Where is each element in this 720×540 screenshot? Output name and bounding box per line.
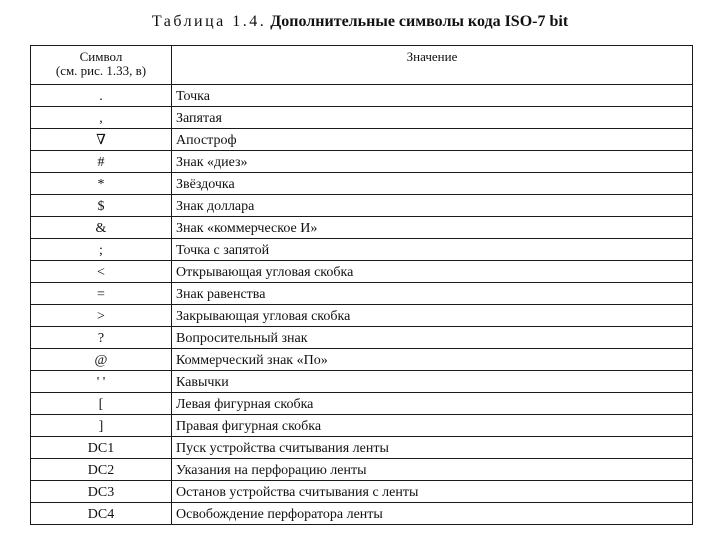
symbol-cell: > xyxy=(31,305,172,327)
symbol-cell: # xyxy=(31,151,172,173)
symbol-cell: DC4 xyxy=(31,503,172,525)
table-row xyxy=(31,195,693,217)
meaning-cell: Знак «диез» xyxy=(172,151,693,173)
meaning-cell: Кавычки xyxy=(172,371,693,393)
symbol-cell: ' ' xyxy=(31,371,172,393)
meaning-cell: Левая фигурная скобка xyxy=(172,393,693,415)
meaning-cell: Открывающая угловая скобка xyxy=(172,261,693,283)
meaning-cell: Звёздочка xyxy=(172,173,693,195)
symbol-cell: [ xyxy=(31,393,172,415)
meaning-cell: Указания на перфорацию ленты xyxy=(172,459,693,481)
table-row xyxy=(31,481,693,503)
table-caption xyxy=(0,12,720,32)
table-row xyxy=(31,503,693,525)
symbol-cell: ∇ xyxy=(31,129,172,151)
table-row xyxy=(31,107,693,129)
iso7-symbols-table xyxy=(30,45,693,525)
meaning-cell: Правая фигурная скобка xyxy=(172,415,693,437)
table-row xyxy=(31,283,693,305)
meaning-cell: Останов устройства считывания с ленты xyxy=(172,481,693,503)
meaning-cell: Пуск устройства считывания ленты xyxy=(172,437,693,459)
symbol-cell: & xyxy=(31,217,172,239)
symbol-cell: DC2 xyxy=(31,459,172,481)
caption-label: Таблица 1.4. xyxy=(151,13,267,30)
table-row xyxy=(31,85,693,107)
header-symbol xyxy=(31,46,172,85)
symbol-cell: * xyxy=(31,173,172,195)
symbol-cell: @ xyxy=(31,349,172,371)
meaning-cell: Запятая xyxy=(172,107,693,129)
table-row xyxy=(31,437,693,459)
symbol-cell: DC1 xyxy=(31,437,172,459)
symbol-cell: = xyxy=(31,283,172,305)
meaning-cell: Знак доллара xyxy=(172,195,693,217)
table-header-row xyxy=(31,46,693,85)
meaning-cell: Коммерческий знак «По» xyxy=(172,349,693,371)
header-symbol-label: Символ xyxy=(79,49,123,64)
symbol-cell: < xyxy=(31,261,172,283)
symbol-cell: . xyxy=(31,85,172,107)
table-row xyxy=(31,305,693,327)
table-row xyxy=(31,349,693,371)
symbol-cell: ; xyxy=(31,239,172,261)
symbol-cell: ? xyxy=(31,327,172,349)
meaning-cell: Знак «коммерческое И» xyxy=(172,217,693,239)
table-row xyxy=(31,239,693,261)
meaning-cell: Освобождение перфоратора ленты xyxy=(172,503,693,525)
meaning-cell: Знак равенства xyxy=(172,283,693,305)
meaning-cell: Точка с запятой xyxy=(172,239,693,261)
meaning-cell: Закрывающая угловая скобка xyxy=(172,305,693,327)
symbol-cell: , xyxy=(31,107,172,129)
table-row xyxy=(31,327,693,349)
table-row xyxy=(31,371,693,393)
table-row xyxy=(31,415,693,437)
table-row xyxy=(31,393,693,415)
table-row xyxy=(31,217,693,239)
table-row xyxy=(31,173,693,195)
meaning-cell: Апостроф xyxy=(172,129,693,151)
symbol-cell: DC3 xyxy=(31,481,172,503)
meaning-cell: Вопросительный знак xyxy=(172,327,693,349)
symbol-cell: ] xyxy=(31,415,172,437)
header-meaning: Значение xyxy=(172,46,693,85)
meaning-cell: Точка xyxy=(172,85,693,107)
table-row xyxy=(31,459,693,481)
table-row xyxy=(31,151,693,173)
table-row xyxy=(31,261,693,283)
caption-title: Дополнительные символы кода ISO-7 bit xyxy=(270,13,569,30)
header-symbol-note: (см. рис. 1.33, в) xyxy=(55,63,147,78)
symbol-cell: $ xyxy=(31,195,172,217)
table-row xyxy=(31,129,693,151)
